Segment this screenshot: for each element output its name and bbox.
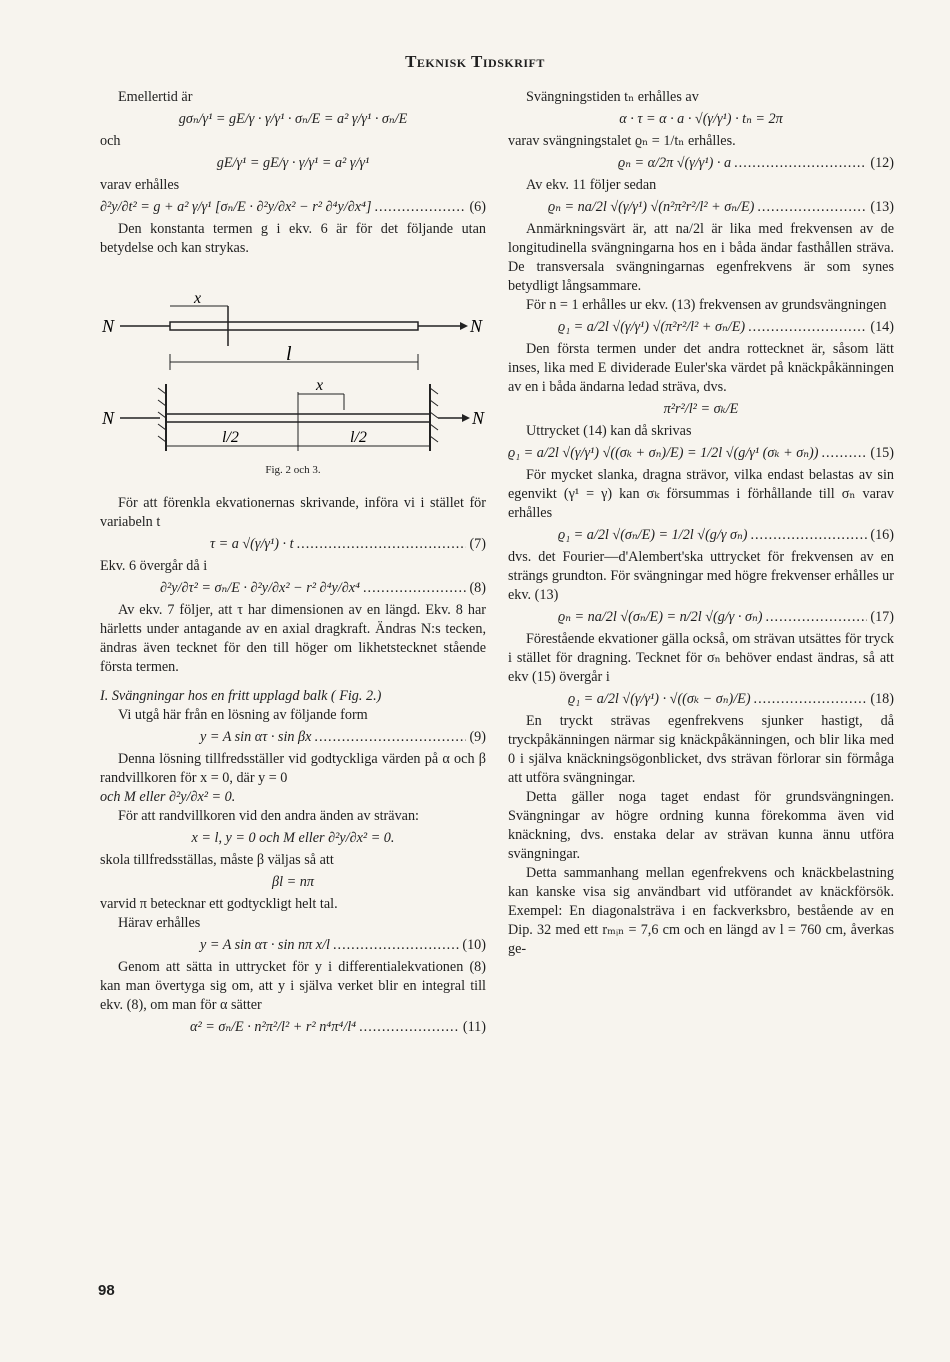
equation-15 (508, 444, 894, 463)
force-label-right: N (470, 316, 483, 336)
equation-7-body: τ = a √(γ/γ¹) · t (210, 536, 294, 552)
equation-15-number: (15) (870, 445, 894, 461)
equation-6-body: ∂²y/∂t² = g + a² γ/γ¹ [σₙ/E · ∂²y/∂x² − r² ∂⁴y/∂x⁴] (100, 199, 372, 215)
paragraph-anmarkning: Anmärkningsvärt är, att na/2l är lika med frekvensen av de longitudinella svängningarna hos en i båda ändar fasthållen sträva. De transversala svängningarnas egenfrekvens är som synes betydligt långsammare. (508, 221, 894, 294)
equation-at: α · τ = α · a · √(γ/γ¹) · tₙ = 2π (619, 111, 783, 127)
equation-x-l: x = l, y = 0 och M eller ∂²y/∂x² = 0. (191, 830, 395, 846)
equation-18 (508, 690, 894, 709)
left-column (100, 88, 486, 1040)
equation-13 (508, 198, 894, 217)
equation-beta-l: βl = nπ (272, 874, 314, 890)
equation-17-body: ϱₙ = na/2l √(σₙ/E) = n/2l √(g/γ · σₙ) (558, 609, 763, 625)
text-harav: Härav erhålles (118, 915, 201, 931)
figure-caption: Fig. 2 och 3. (265, 464, 321, 476)
equation-7 (100, 535, 486, 554)
paragraph-pi: varvid π betecknar ett godtyckligt helt tal. (100, 896, 338, 912)
equation-12 (508, 154, 894, 173)
paragraph-exempel: Detta sammanhang mellan egenfrekvens och knäckbelastning kan kanske visa sig användbart vid utförandet av knäckförsök. Exempel: En diagonalsträva i en fackverksbro, bestående av en Dip. 32 med ett rₘᵢₙ = 7,6 cm och en längd av l = 760 cm, åverkas ge- (508, 865, 894, 957)
force-label-left-fig3: N (102, 408, 115, 428)
equation-14-number: (14) (870, 319, 894, 335)
paragraph-losning: Vi utgå här från en lösning av följande form (118, 707, 368, 723)
equation-11-number: (11) (462, 1019, 486, 1035)
equation-13-body: ϱₙ = na/2l √(γ/γ¹) √(n²π²r²/l² + σₙ/E) (548, 199, 755, 215)
text-ekv6: Ekv. 6 övergår då i (100, 558, 208, 574)
equation-11 (100, 1018, 486, 1037)
paragraph-beta: skola tillfredsställas, måste β väljas så att (100, 852, 334, 868)
paragraph-slanka: För mycket slanka, dragna strävor, vilka endast belastas av sin egenvikt (γ¹ = γ) kan σₖ försummas i förhållande till σₙ varav erhålles (508, 467, 894, 521)
text-emellertid: Emellertid är (118, 89, 193, 105)
fig2-x-label: x (194, 290, 202, 307)
equation-14 (508, 318, 894, 337)
paragraph-genom: Genom att sätta in uttrycket för y i differentialekvationen (8) kan man övertyga sig om, att y i själva verket blir en integral till ekv. (8), om man för α sätter (100, 959, 486, 1013)
equation-16-number: (16) (870, 527, 894, 543)
equation-15-body: ϱ₁ = a/2l √(γ/γ¹) √((σₖ + σₙ)/E) = 1/2l √(g/γ¹ (σₖ + σₙ)) (508, 445, 819, 461)
paragraph-forestaende: Förestående ekvationer gälla också, om strävan utsättes för tryck i stället för dragning. Tecknet för σₙ behöver endast ändras, så att ekv (15) övergår i (508, 631, 894, 685)
paragraph-fourier: dvs. det Fourier—d'Alembert'ska uttrycket för frekvensen av en strängs grundton. För svängningar med högre frekvenser erhålles ur ekv. (13) (508, 549, 894, 603)
paragraph-dimension: Av ekv. 7 följer, att τ har dimensionen av en längd. Ekv. 8 har härletts under antagande av en axial dragkraft. Ändras N:s tecken, ändras även tecknet för den till höger om likhetstecknet stående första termen. (100, 602, 486, 675)
equation-m-condition: och M eller ∂²y/∂x² = 0. (100, 789, 236, 805)
equation-12-number: (12) (870, 155, 894, 171)
text-uttrycket: Uttrycket (14) kan då skrivas (526, 423, 692, 439)
paragraph-tryckt-strava: En tryckt strävas egenfrekvens sjunker hastigt, då tryckpåkänningen närmar sig knäckpåkänningen, och blir lika med 0 i själva knäckningsögonblicket, dvs strävan förlorar sin förmåga att utföra svängningar. (508, 713, 894, 786)
force-label-right-fig3: N (472, 408, 485, 428)
equation-18-body: ϱ₁ = a/2l √(γ/γ¹) · √((σₖ − σₙ)/E) (568, 691, 751, 707)
equation-pk: π²r²/l² = σₖ/E (663, 401, 739, 417)
equation-9-body: y = A sin ατ · sin βx (200, 729, 312, 745)
equation-e1: gσₙ/γ¹ = gE/γ · γ/γ¹ · σₙ/E = a² γ/γ¹ · σₙ/E (178, 111, 408, 127)
equation-6-number: (6) (469, 199, 486, 215)
equation-14-body: ϱ₁ = a/2l √(γ/γ¹) √(π²r²/l² + σₙ/E) (558, 319, 746, 335)
paragraph-forsta-termen: Den första termen under det andra rottecknet är, såsom lätt inses, lika med E dividerade Euler'ska värdet på knäckpåkänningen av en i båda ändarna ledad sträva, dvs. (508, 341, 894, 395)
beam-fig2 (170, 322, 418, 330)
paragraph-grundsvangningen: Detta gäller noga taget endast för grundsvängningen. Svängningar av högre ordning kunna förekomma även vid knäckning, dvs. enstaka delar av strävan kunna ännu utföra svängningar. (508, 789, 894, 862)
paragraph-randvillkor: Denna lösning tillfredsställer vid godtyckliga värden på α och β randvillkoren för x = 0, där y = 0 (100, 751, 486, 786)
paragraph-svangningstal: varav svängningstalet ϱₙ = 1/tₙ erhålles. (508, 133, 736, 149)
equation-10-number: (10) (462, 937, 486, 953)
figure-2-3 (100, 266, 486, 457)
paragraph-konstanta: Den konstanta termen g i ekv. 6 är för det följande utan betydelse och kan strykas. (100, 221, 486, 256)
paragraph-forenkla: För att förenkla ekvationernas skrivande, införa vi i stället för variabeln t (100, 495, 486, 530)
page-header: Teknisk Tidskrift (405, 52, 545, 71)
equation-8-number: (8) (469, 580, 486, 596)
force-label-left: N (102, 316, 115, 336)
equation-13-number: (13) (870, 199, 894, 215)
section-heading-1: I. Svängningar hos en fritt upplagd balk ( Fig. 2.) (100, 688, 382, 704)
fig2-l-label: l (286, 343, 292, 365)
fig3-half-right: l/2 (350, 429, 367, 446)
paragraph-grundsvangning: För n = 1 erhålles ur ekv. (13) frekvensen av grundsvängningen (526, 297, 887, 313)
text-av-ekv11: Av ekv. 11 följer sedan (526, 177, 657, 193)
paragraph-andra-anden: För att randvillkoren vid den andra änden av strävan: (118, 808, 419, 824)
equation-8-body: ∂²y/∂τ² = σₙ/E · ∂²y/∂x² − r² ∂⁴y/∂x⁴ (160, 580, 360, 596)
equation-7-number: (7) (469, 536, 486, 552)
equation-17-number: (17) (870, 609, 894, 625)
equation-10 (100, 936, 486, 955)
equation-16 (508, 526, 894, 545)
equation-16-body: ϱ₁ = a/2l √(σₙ/E) = 1/2l √(g/γ σₙ) (558, 527, 748, 543)
equation-18-number: (18) (870, 691, 894, 707)
equation-6 (100, 198, 486, 217)
page-number: 98 (98, 1282, 115, 1299)
equation-17 (508, 608, 894, 627)
fig3-x-label: x (316, 377, 324, 394)
text-och: och (100, 133, 121, 149)
fig3-half-left: l/2 (222, 429, 239, 446)
equation-10-body: y = A sin ατ · sin nπ x/l (200, 937, 330, 953)
equation-9-number: (9) (469, 729, 486, 745)
equation-9 (100, 728, 486, 747)
right-column (508, 88, 894, 959)
equation-8 (100, 579, 486, 598)
beam-diagram (100, 266, 486, 451)
paragraph-svangningstid: Svängningstiden tₙ erhålles av (526, 89, 699, 105)
equation-11-body: α² = σₙ/E · n²π²/l² + r² n⁴π⁴/l⁴ (190, 1019, 357, 1035)
equation-e2: gE/γ¹ = gE/γ · γ/γ¹ = a² γ/γ¹ (216, 155, 370, 171)
equation-12-body: ϱₙ = α/2π √(γ/γ¹) · a (618, 155, 732, 171)
text-varav: varav erhålles (100, 177, 180, 193)
